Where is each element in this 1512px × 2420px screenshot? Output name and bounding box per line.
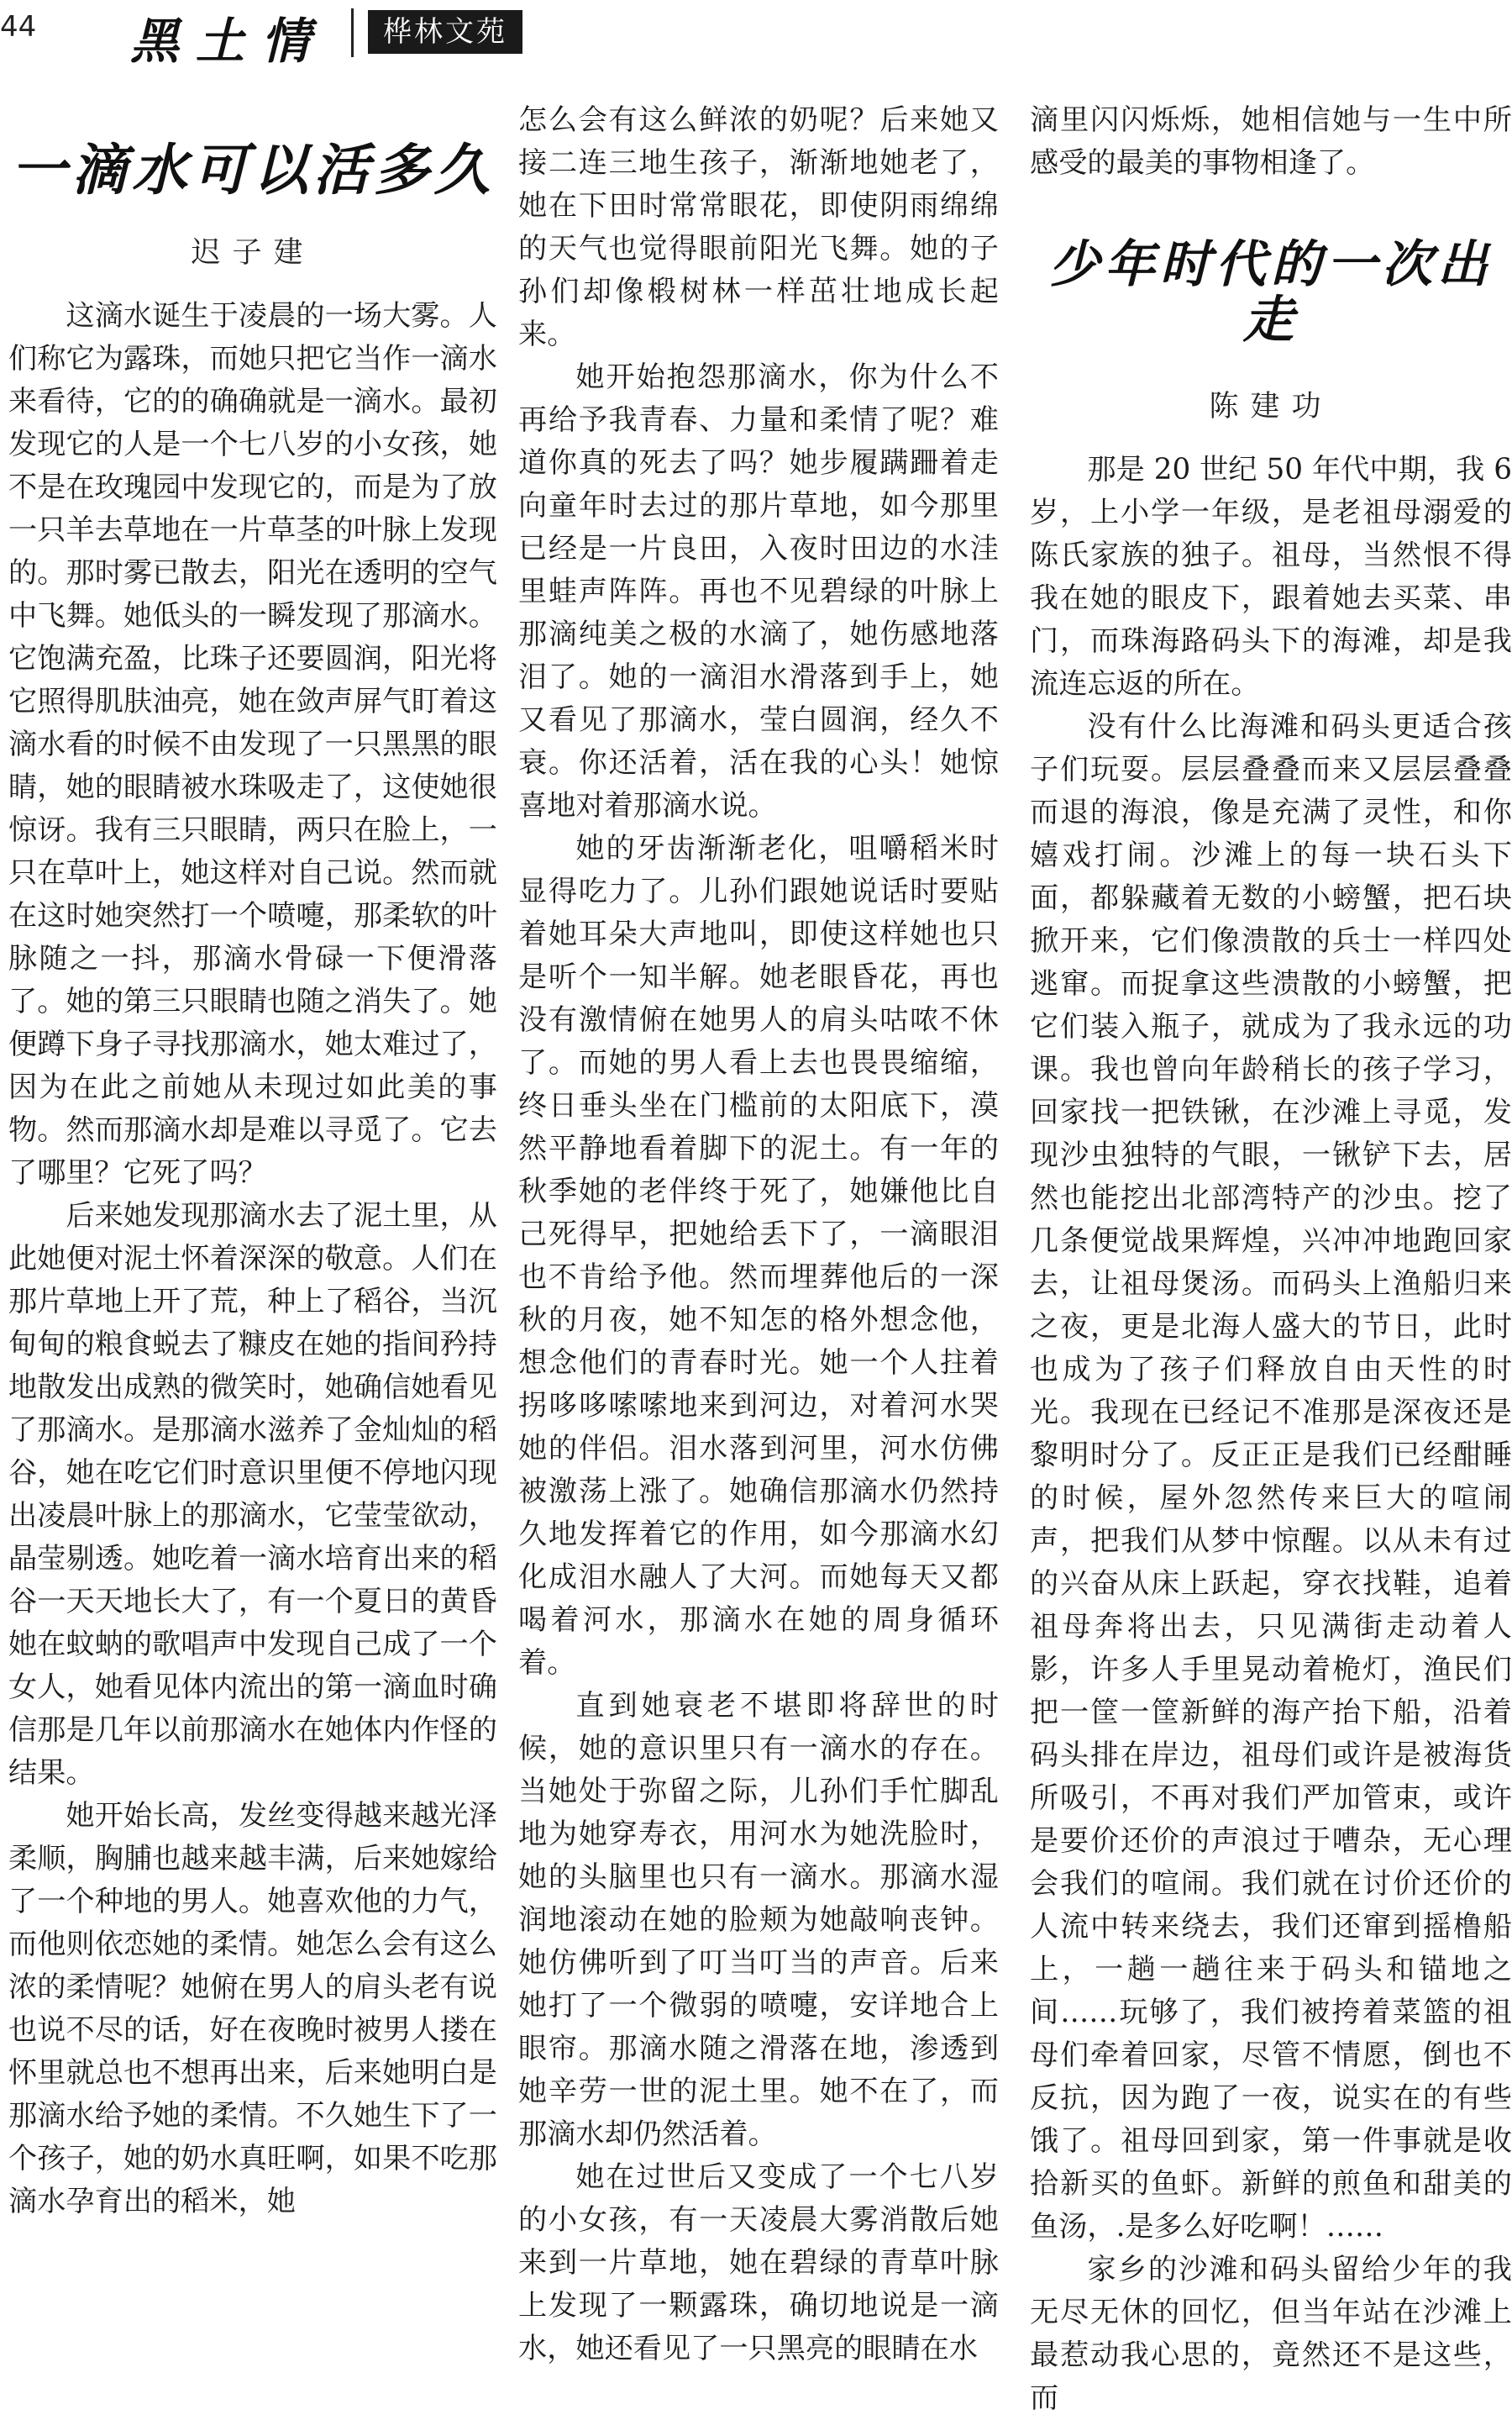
article-title: 少年时代的一次出走 — [1049, 235, 1493, 350]
article-paragraph-continued: 滴里闪闪烁烁，她相信她与一生中所感受的最美的事物相逢了。 — [1030, 103, 1512, 180]
article-paragraph: 那是 20 世纪 50 年代中期，我 6 岁，上小学一年级，是老祖母溺爱的陈氏家族的独子。祖母，当然恨不得我在她的眼皮下，跟着她去买菜、串门，而珠海路码头下的海滩，却是我流连忘返的所在。 — [1030, 453, 1512, 701]
article-paragraph: 她开始抱怨那滴水，你为什么不再给予我青春、力量和柔情了呢？难道你真的死去了吗？她步履蹒跚着走向童年时去过的那片草地，如今那里已经是一片良田，入夜时田边的水洼里蛙声阵阵。再也不见碧绿的叶脉上那滴纯美之极的水滴了，她伤感地落泪了。她的一滴泪水滑落到手上，她又看见了那滴水，莹白圆润，经久不衰。你还活着，活在我的心头！她惊喜地对着那滴水说。 — [518, 360, 999, 823]
article-paragraph: 她开始长高，发丝变得越来越光泽柔顺，胸脯也越来越丰满，后来她嫁给了一个种地的男人。她喜欢他的力气，而他则依恋她的柔情。她怎么会有这么浓的柔情呢？她俯在男人的肩头老有说也说不尽的话，好在夜晚时被男人搂在怀里就总也不想再出来，后来她明白是那滴水给予她的柔情。不久她生下了一个孩子，她的奶水真旺啊，如果不吃那滴水孕育出的稻米，她 — [8, 1798, 497, 2218]
article-paragraph-continued: 怎么会有这么鲜浓的奶呢？后来她又接二连三地生孩子，渐渐地她老了，她在下田时常常眼花，即使阴雨绵绵的天气也觉得眼前阳光飞舞。她的子孙们却像椴树林一样茁壮地成长起来。 — [518, 103, 999, 351]
header-divider — [351, 8, 354, 57]
article-author: 迟子建 — [191, 235, 315, 270]
article-author: 陈建功 — [1209, 390, 1333, 424]
article-paragraph: 没有什么比海滩和码头更适合孩子们玩耍。层层叠叠而来又层层叠叠而退的海浪，像是充满了灵性，和你嬉戏打闹。沙滩上的每一块石头下面，都躲藏着无数的小螃蟹，把石块掀开来，它们像溃散的兵士一样四处逃窜。而捉拿这些溃散的小螃蟹，把它们装入瓶子，就成为了我永远的功课。我也曾向年龄稍长的孩子学习，回家找一把铁锹，在沙滩上寻觅，发现沙虫独特的气眼，一锹铲下去，居然也能挖出北部湾特产的沙虫。挖了几条便觉战果辉煌，兴冲冲地跑回家去，让祖母煲汤。而码头上渔船归来之夜，更是北海人盛大的节日，此时也成为了孩子们释放自由天性的时光。我现在已经记不准那是深夜还是黎明时分了。反正正是我们已经酣睡的时候，屋外忽然传来巨大的喧闹声，把我们从梦中惊醒。以从未有过的兴奋从床上跃起，穿衣找鞋，追着祖母奔将出去，只见满街走动着人影，许多人手里晃动着桅灯，渔民们把一筐一筐新鲜的海产抬下船，沿着码头排在岸边，祖母们或许是被海货所吸引，不再对我们严加管束，或许是要价还价的声浪过于嘈杂，无心理会我们的喧闹。我们就在讨价还价的人流中转来绕去，我们还窜到摇橹船上，一趟一趟往来于码头和锚地之间……玩够了，我们被挎着菜篮的祖母们牵着回家，尽管不情愿，倒也不反抗，因为跑了一夜，说实在的有些饿了。祖母回到家，第一件事就是收拾新买的鱼虾。新鲜的煎鱼和甜美的鱼汤，.是多么好吃啊！…… — [1030, 710, 1512, 2244]
article-title: 一滴水可以活多久 — [11, 137, 495, 203]
article-paragraph: 后来她发现那滴水去了泥土里，从此她便对泥土怀着深深的敬意。人们在那片草地上开了荒，种上了稻谷，当沉甸甸的粮食蜕去了糠皮在她的指间矜持地散发出成熟的微笑时，她确信她看见了那滴水。是那滴水滋养了金灿灿的稻谷，她在吃它们时意识里便不停地闪现出凌晨叶脉上的那滴水，它莹莹欲动，晶莹剔透。她吃着一滴水培育出来的稻谷一天天地长大了，有一个夏日的黄昏她在蚊蚋的歌唱声中发现自己成了一个女人，她看见体内流出的第一滴血时确信那是几年以前那滴水在她体内作怪的结果。 — [8, 1198, 497, 1790]
article-paragraph: 直到她衰老不堪即将辞世的时候，她的意识里只有一滴水的存在。当她处于弥留之际，儿孙们手忙脚乱地为她穿寿衣，用河水为她洗脸时，她的头脑里也只有一滴水。那滴水湿润地滚动在她的脸颊为她敲响丧钟。她仿佛听到了叮当叮当的声音。后来她打了一个微弱的喷嚏，安详地合上眼帘。那滴水随之滑落在地，渗透到她辛劳一世的泥土里。她不在了，而那滴水却仍然活着。 — [518, 1689, 999, 2151]
column-1 — [8, 99, 497, 2218]
article-paragraph: 这滴水诞生于凌晨的一场大雾。人们称它为露珠，而她只把它当作一滴水来看待，它的的确确就是一滴水。最初发现它的人是一个七八岁的小女孩，她不是在玫瑰园中发现它的，而是为了放一只羊去草地在一片草茎的叶脉上发现的。那时雾已散去，阳光在透明的空气中飞舞。她低头的一瞬发现了那滴水。它饱满充盈，比珠子还要圆润，阳光将它照得肌肤油亮，她在敛声屏气盯着这滴水看的时候不由发现了一只黑黑的眼睛，她的眼睛被水珠吸走了，这使她很惊讶。我有三只眼睛，两只在脸上，一只在草叶上，她这样对自己说。然而就在这时她突然打一个喷嚏，那柔软的叶脉随之一抖，那滴水骨碌一下便滑落了。她的第三只眼睛也随之消失了。她便蹲下身子寻找那滴水，她太难过了，因为在此之前她从未现过如此美的事物。然而那滴水却是难以寻觅了。它去了哪里？它死了吗？ — [8, 298, 497, 1190]
column-badge: 桦林文苑 — [368, 10, 522, 54]
column-2 — [518, 99, 999, 2365]
article-paragraph: 家乡的沙滩和码头留给少年的我无尽无休的回忆，但当年站在沙滩上最惹动我心思的，竟然还不是这些，而 — [1030, 2253, 1512, 2415]
page-header — [0, 0, 1512, 70]
publication-name: 黑土情 — [130, 13, 328, 70]
column-3 — [1030, 99, 1512, 2415]
page-number: 44 — [0, 10, 37, 44]
article-paragraph: 她在过世后又变成了一个七八岁的小女孩，有一天凌晨大雾消散后她来到一片草地，她在碧绿的青草叶脉上发现了一颗露珠，确切地说是一滴水，她还看见了一只黑亮的眼睛在水 — [518, 2160, 999, 2365]
article-paragraph: 她的牙齿渐渐老化，咀嚼稻米时显得吃力了。儿孙们跟她说话时要贴着她耳朵大声地叫，即使这样她也只是听个一知半解。她老眼昏花，再也没有激情俯在她男人的肩头咕哝不休了。而她的男人看上去也畏畏缩缩，终日垂头坐在门槛前的太阳底下，漠然平静地看着脚下的泥土。有一年的秋季她的老伴终于死了，她嫌他比自己死得早，把她给丢下了，一滴眼泪也不肯给予他。然而埋葬他后的一深秋的月夜，她不知怎的格外想念他，想念他们的青春时光。她一个人拄着拐哆哆嗦嗦地来到河边，对着河水哭她的伴侣。泪水落到河里，河水仿佛被激荡上涨了。她确信那滴水仍然持久地发挥着它的作用，如今那滴水幻化成泪水融人了大河。而她每天又都喝着河水，那滴水在她的周身循环着。 — [518, 832, 999, 1680]
